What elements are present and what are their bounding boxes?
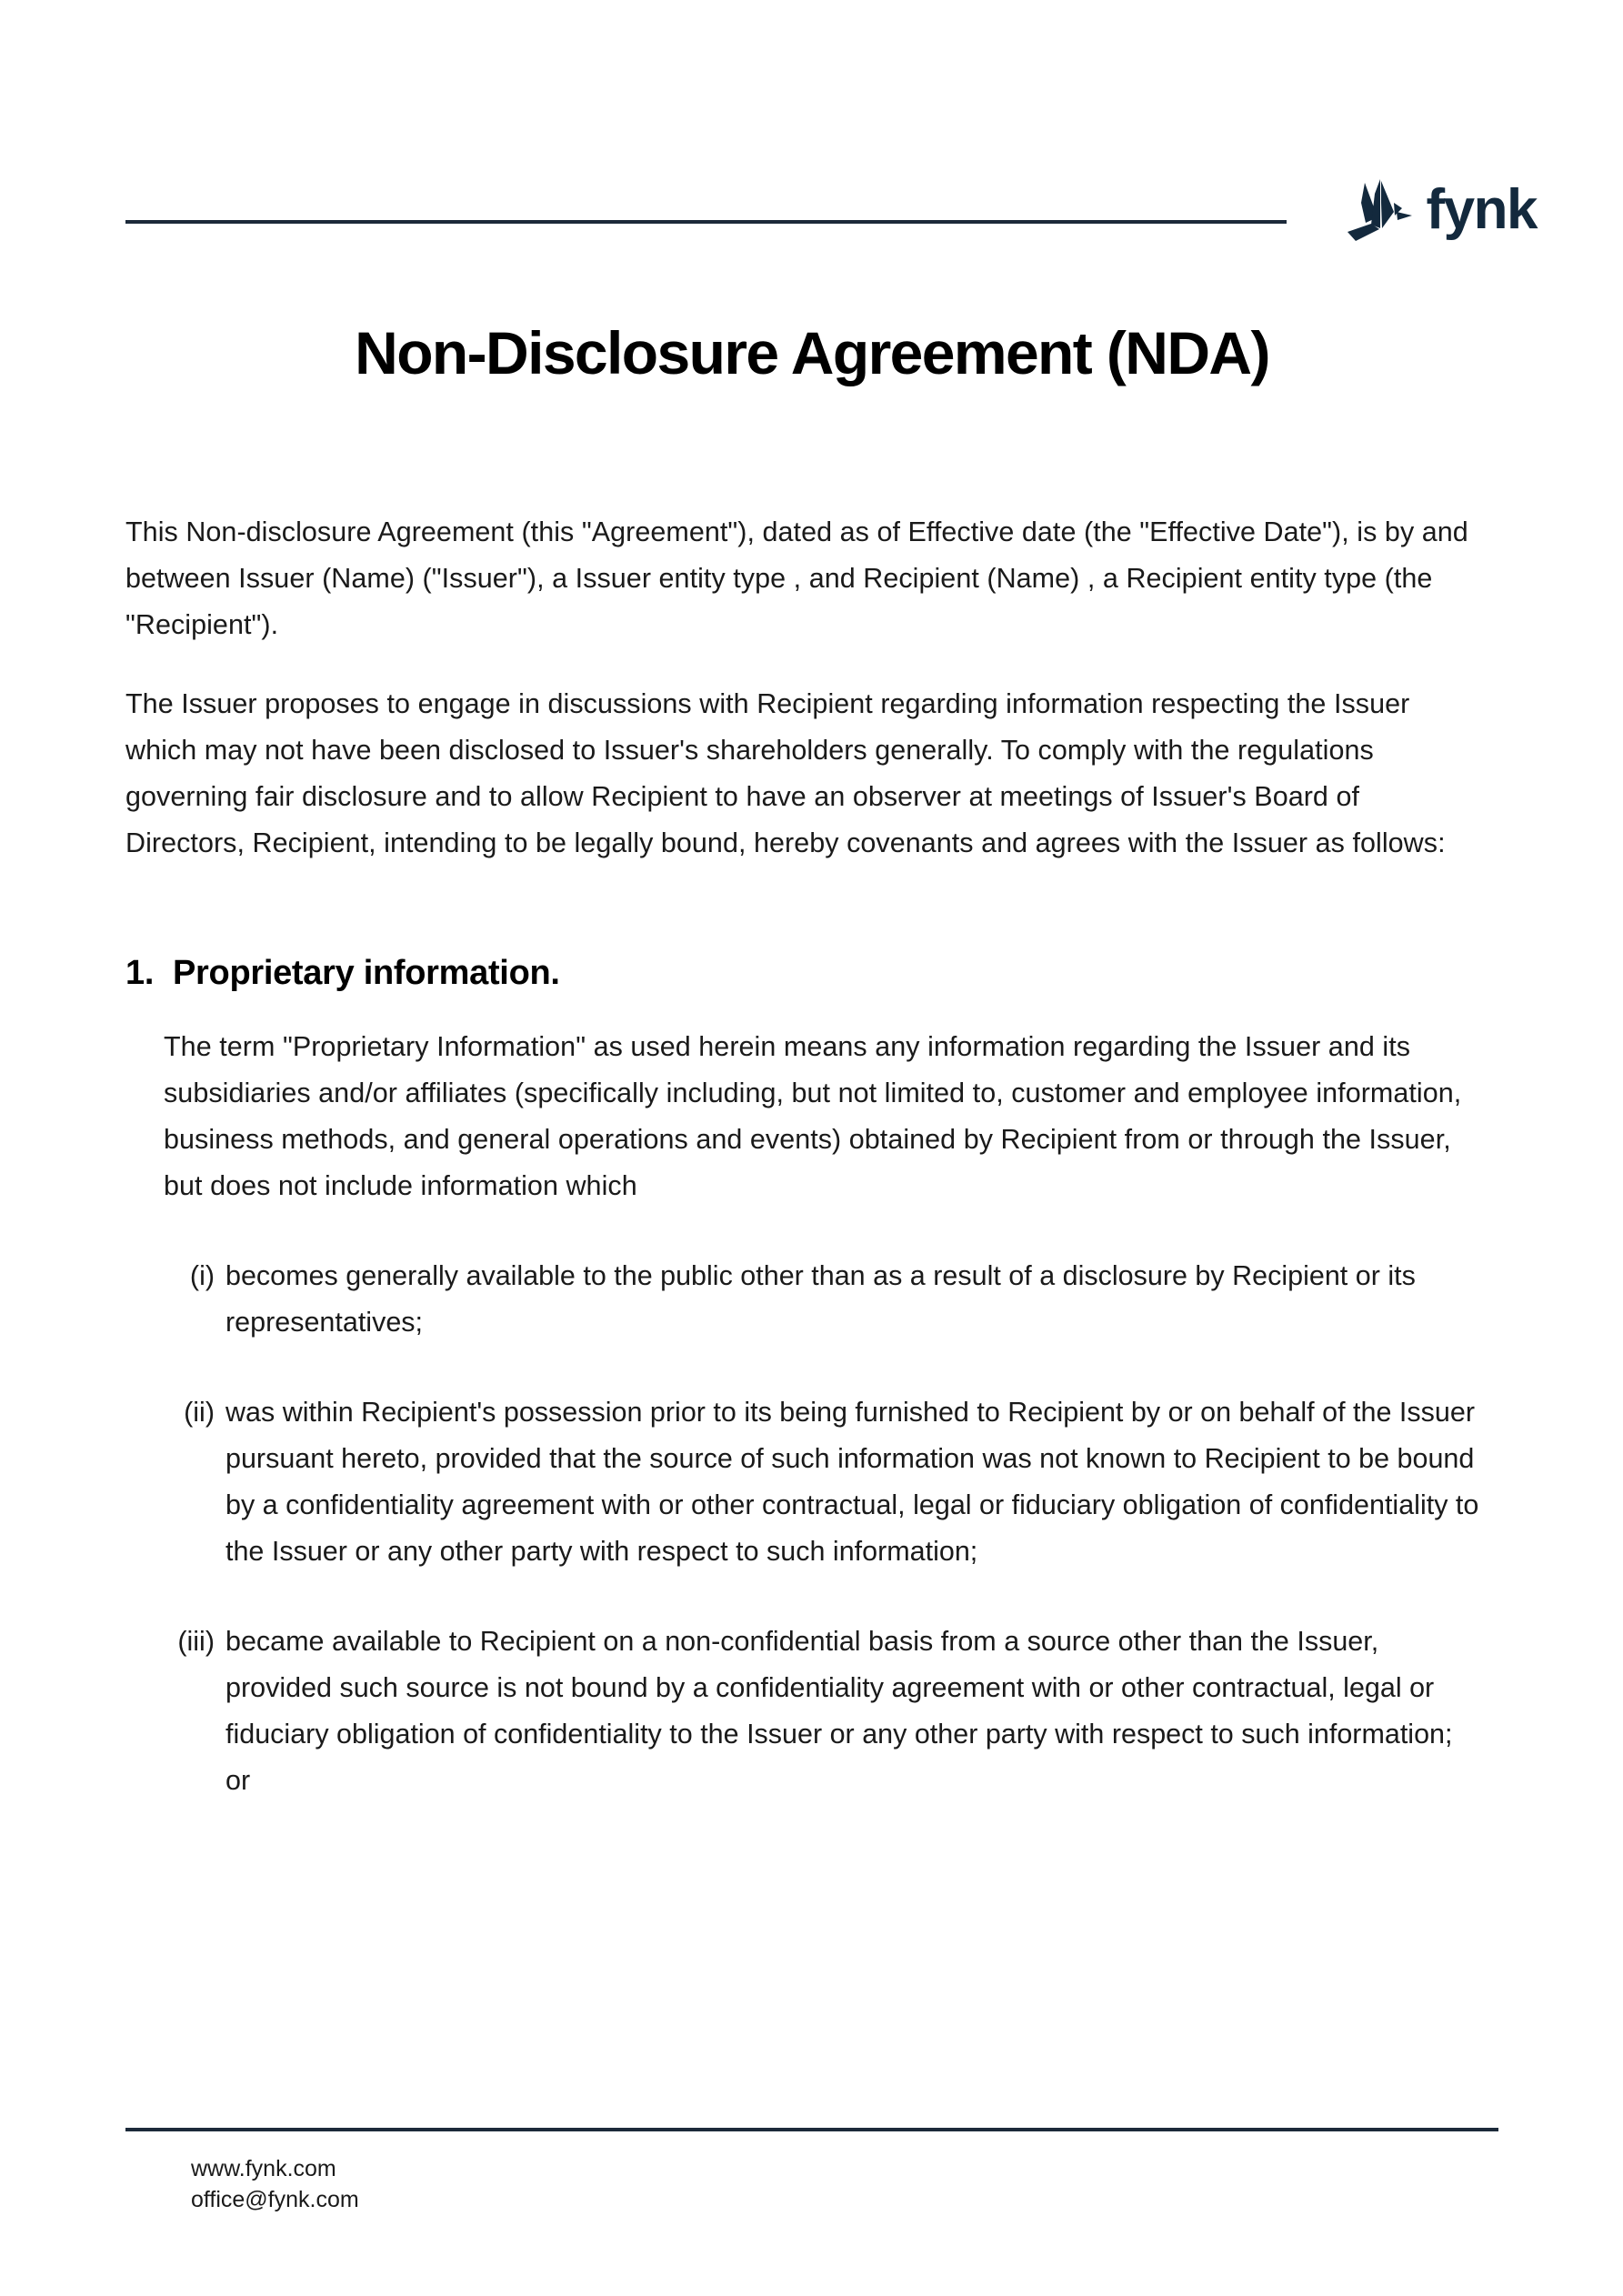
footer-contact [191, 2153, 1498, 2215]
brand-logo [1347, 175, 1537, 248]
list-item-marker: (ii) [184, 1397, 215, 1428]
list-item-text: became available to Recipient on a non-confidential basis from a source other than the Issuer, provided such source is not bound by a confidentiality agreement with or other contractual, legal or fiduciary obligation of confidentiality to the Issuer or any other party with respect to such information; or [225, 1626, 1453, 1796]
list-item [164, 1619, 1482, 1804]
list-item-marker: (iii) [177, 1626, 215, 1657]
list-item [164, 1253, 1482, 1346]
page-title: Non-Disclosure Agreement (NDA) [355, 319, 1269, 386]
origami-bird-icon [1347, 175, 1414, 248]
footer-divider-rule [125, 2128, 1498, 2131]
list-item-text: was within Recipient's possession prior to its being furnished to Recipient by or on behalf of the Issuer pursuant hereto, provided that the source of such information was not known to Recipient to be bound by a confidentiality agreement with or other contractual, legal or fiduciary obligation of confidentiality to the Issuer or any other party with respect to such information; [225, 1397, 1479, 1567]
list-item [164, 1389, 1482, 1575]
section-1-paragraph: The term "Proprietary Information" as used herein means any information regarding the Issuer and its subsidiaries and/or affiliates (specifically including, but not limited to, customer and employee information, business methods, and general operations and events) obtained by Recipient from or through the Issuer, but does not include information which [164, 1031, 1462, 1201]
intro-paragraph-1: This Non-disclosure Agreement (this "Agreement"), dated as of Effective date (the "Effective Date"), is by and between Issuer (Name) ("Issuer"), a Issuer entity type , and Recipient (Name) , a Recipient entity type (the "Recipient"). [125, 516, 1468, 640]
section-title: Proprietary information. [173, 954, 560, 992]
footer-website[interactable]: www.fynk.com [191, 2156, 336, 2181]
page-header [125, 162, 1537, 262]
document-body [125, 509, 1482, 1848]
footer-email[interactable]: office@fynk.com [191, 2187, 359, 2212]
section-heading-1 [125, 954, 1482, 993]
header-divider-rule [125, 220, 1287, 224]
section-1-exclusion-list [164, 1253, 1482, 1804]
list-item-text: becomes generally available to the public other than as a result of a disclosure by Recipient or its representatives; [225, 1260, 1416, 1338]
intro-paragraph-2: The Issuer proposes to engage in discussions with Recipient regarding information respecting the Issuer which may not have been disclosed to Issuer's shareholders generally. To comply with the regulations governing fair disclosure and to allow Recipient to have an observer at meetings of Issuer's Board of Directors, Recipient, intending to be legally bound, hereby covenants and agrees with the Issuer as follows: [125, 688, 1446, 858]
page-footer [125, 2128, 1498, 2215]
brand-wordmark: fynk [1426, 178, 1537, 241]
section-1-body [164, 1024, 1482, 1209]
list-item-marker: (i) [189, 1260, 215, 1291]
section-number: 1. [125, 954, 155, 992]
